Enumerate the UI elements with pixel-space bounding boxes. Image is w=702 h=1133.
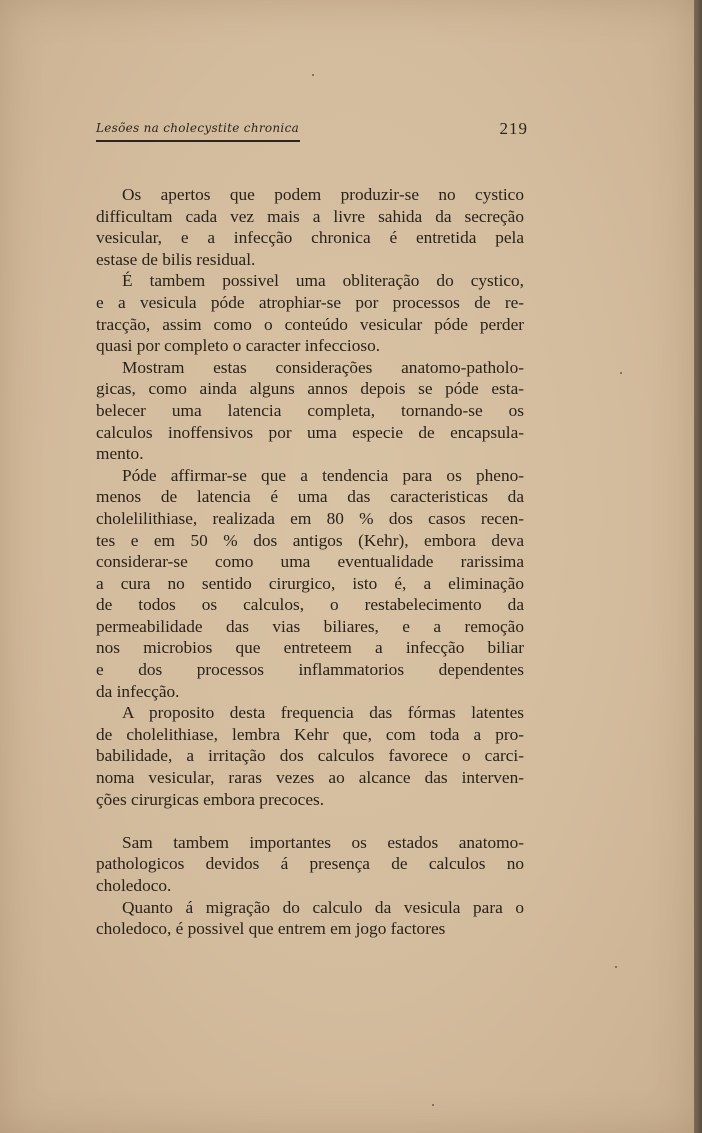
text-line: estase de bilis residual. xyxy=(96,249,256,269)
text-line: da infecção. xyxy=(96,681,180,701)
text-line: Mostram estas considerações anatomo-patholo- xyxy=(122,357,524,377)
text-line: Quanto á migração do calculo da vesicula para o xyxy=(122,897,524,917)
text-line: vesicular, e a infecção chronica é entretida pela xyxy=(96,228,524,248)
text-line: pathologicos devidos á presença de calculos no xyxy=(96,854,524,874)
text-line: ções cirurgicas embora precoces. xyxy=(96,789,325,809)
paragraph xyxy=(96,832,524,897)
text-line: gicas, como ainda alguns annos depois se póde esta- xyxy=(96,379,524,399)
body-text xyxy=(96,184,524,940)
paragraph xyxy=(96,184,524,270)
paragraph xyxy=(96,465,524,703)
page-number: 219 xyxy=(499,119,528,138)
text-line: difficultam cada vez mais a livre sahida da secreção xyxy=(96,206,524,226)
text-line: É tambem possivel uma obliteração do cystico, xyxy=(122,271,524,291)
text-line: quasi por completo o caracter infeccioso. xyxy=(96,336,381,356)
paper-speck xyxy=(620,372,622,374)
text-line: noma vesicular, raras vezes ao alcance das interven- xyxy=(96,768,524,788)
text-line: A proposito desta frequencia das fórmas latentes xyxy=(122,703,524,723)
text-line: choledoco, é possivel que entrem em jogo factores xyxy=(96,919,446,939)
paragraph xyxy=(96,702,524,810)
text-line: e dos processos inflammatorios dependentes xyxy=(96,660,524,680)
text-line: Os apertos que podem produzir-se no cystico xyxy=(122,185,524,204)
text-line: belecer uma latencia completa, tornando-se os xyxy=(96,400,524,420)
text-line: e a vesicula póde atrophiar-se por processos de re- xyxy=(96,292,524,312)
page-header xyxy=(96,118,528,148)
running-title-rule xyxy=(96,140,300,142)
text-line: considerar-se como uma eventualidade rarissima xyxy=(96,552,524,572)
text-line: menos de latencia é uma das caracteristicas da xyxy=(96,487,524,507)
text-line: a cura no sentido cirurgico, isto é, a eliminação xyxy=(96,573,524,593)
text-line: cholelilithiase, realizada em 80 % dos casos recen- xyxy=(96,508,524,528)
text-line: nos microbios que entreteem a infecção biliar xyxy=(96,638,524,658)
text-line: de todos os calculos, o restabelecimento da xyxy=(96,595,524,615)
paper-speck xyxy=(432,1104,434,1106)
text-line: choledoco. xyxy=(96,876,172,895)
paper-speck xyxy=(615,966,617,968)
page-edge xyxy=(694,0,702,1133)
paragraph xyxy=(96,357,524,465)
text-line: de cholelithiase, lembra Kehr que, com toda a pro- xyxy=(96,724,524,744)
paper-speck xyxy=(312,74,314,76)
running-title: Lesões na cholecystite chronica xyxy=(96,121,300,135)
text-line: calculos inoffensivos por uma especie de encapsula- xyxy=(96,422,524,442)
text-line: tes e em 50 % dos antigos (Kehr), embora deva xyxy=(96,530,524,550)
section-gap xyxy=(96,810,524,832)
paragraph xyxy=(96,897,524,940)
text-line: Sam tambem importantes os estados anatomo- xyxy=(122,832,524,852)
paragraph xyxy=(96,270,524,356)
text-line: Póde affirmar-se que a tendencia para os pheno- xyxy=(122,465,524,485)
text-line: mento. xyxy=(96,444,144,464)
text-line: babilidade, a irritação dos calculos favorece o carci- xyxy=(96,746,524,766)
text-line: permeabilidade das vias biliares, e a remoção xyxy=(96,616,524,636)
text-line: tracção, assim como o conteúdo vesicular póde perder xyxy=(96,314,524,334)
